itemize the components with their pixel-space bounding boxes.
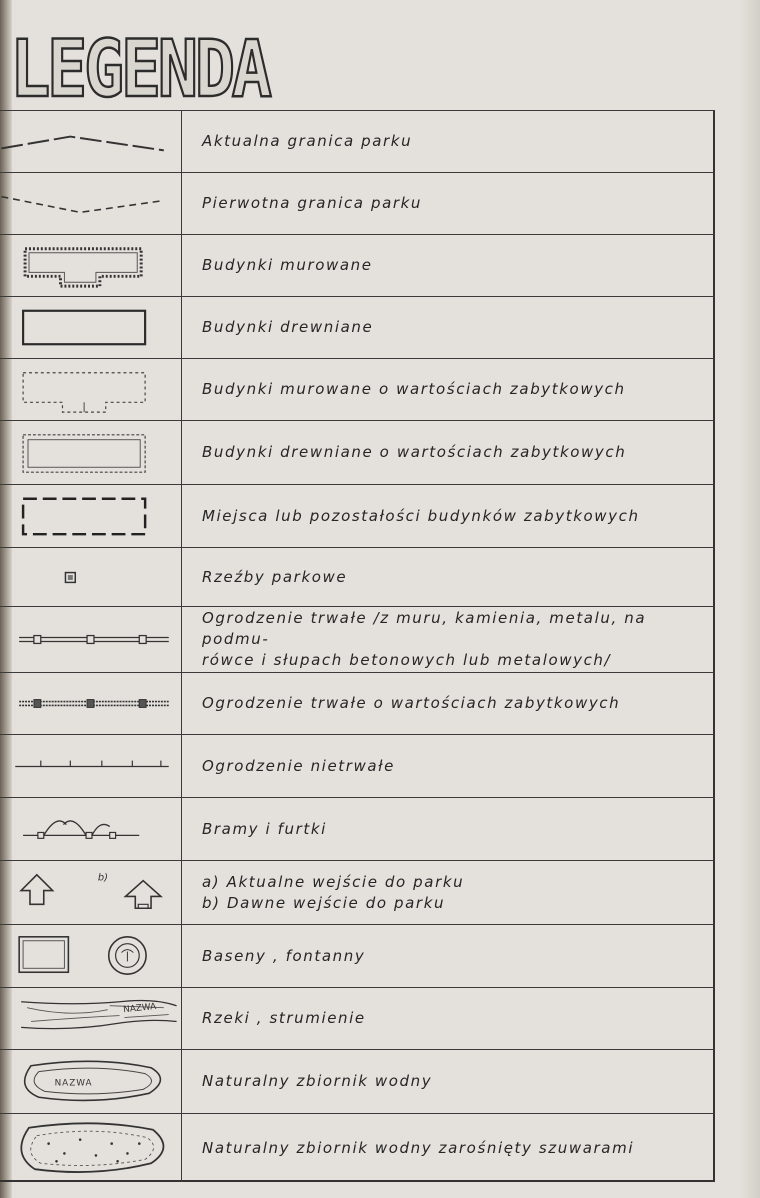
pool-fountain-icon (0, 925, 182, 987)
legend-label-continuation: rówce i słupach betonowych lub metalowych/ (202, 651, 612, 669)
legend-label: Budynki murowane (202, 256, 373, 274)
legend-label: Pierwotna granica parku (202, 194, 423, 212)
river-name-label: NAZWA (122, 1001, 157, 1016)
legend-label: Baseny , fontanny (202, 946, 366, 965)
natural-pond-icon (0, 1050, 182, 1113)
current-boundary-line-icon (0, 111, 182, 172)
legend-label: Budynki murowane o wartościach zabytkowych (202, 380, 626, 398)
legend-label: Budynki drewniane (202, 318, 374, 336)
legend-label: Rzeźby parkowe (202, 567, 348, 586)
historic-permanent-fence-icon (0, 673, 182, 734)
legend-label: Bramy i furtki (202, 819, 327, 838)
legend-row (0, 924, 715, 987)
legend-row (0, 234, 715, 296)
masonry-building-icon (0, 235, 182, 296)
legend-row (0, 547, 715, 606)
legend-row (0, 358, 715, 420)
legend-row (0, 606, 715, 672)
temporary-fence-icon (0, 735, 182, 797)
river-icon (0, 988, 182, 1049)
legend-row (0, 672, 715, 734)
page-edge (740, 0, 760, 1198)
old-entrance-marker: b) (97, 872, 108, 884)
original-boundary-line-icon (0, 173, 182, 234)
legend-label: Aktualna granica parku (202, 132, 413, 150)
legend-row (0, 1049, 715, 1113)
legend-row (0, 172, 715, 234)
legend-label: Naturalny zbiornik wodny zarośnięty szuwarami (202, 1138, 635, 1157)
gates-icon (0, 798, 182, 860)
legend-row (0, 797, 715, 860)
historic-wooden-building-icon (0, 421, 182, 484)
legend-label: Budynki drewniane o wartościach zabytkowych (202, 443, 627, 461)
permanent-fence-icon (0, 607, 182, 672)
legend-row (0, 484, 715, 547)
legend-label: a) Aktualne wejście do parku (202, 872, 465, 891)
reedy-pond-icon (0, 1114, 182, 1182)
legend-row (0, 1113, 715, 1182)
legend-label: Naturalny zbiornik wodny (202, 1072, 433, 1090)
historic-masonry-building-icon (0, 359, 182, 420)
legend-table (0, 110, 715, 1182)
legend-title: LEGENDA (10, 25, 269, 115)
legend-row (0, 420, 715, 484)
legend-label-continuation: b) Dawne wejście do parku (202, 893, 446, 912)
legend-label: Ogrodzenie nietrwałe (202, 756, 395, 775)
legend-row (0, 110, 715, 172)
entrance-arrows-icon (0, 861, 182, 924)
legend-row (0, 987, 715, 1049)
legend-label: Miejsca lub pozostałości budynków zabytkowych (202, 506, 640, 525)
former-building-site-icon (0, 485, 182, 547)
pond-name-label: NAZWA (54, 1078, 93, 1089)
legend-row (0, 860, 715, 924)
wooden-building-icon (0, 297, 182, 358)
legend-row (0, 296, 715, 358)
legend-label: Rzeki , strumienie (202, 1009, 366, 1027)
legend-row (0, 734, 715, 797)
park-sculpture-icon (0, 548, 182, 606)
legend-label: Ogrodzenie trwałe o wartościach zabytkowych (202, 694, 621, 712)
legend-label: Ogrodzenie trwałe /z muru, kamienia, metalu, na podmu- (202, 609, 647, 648)
